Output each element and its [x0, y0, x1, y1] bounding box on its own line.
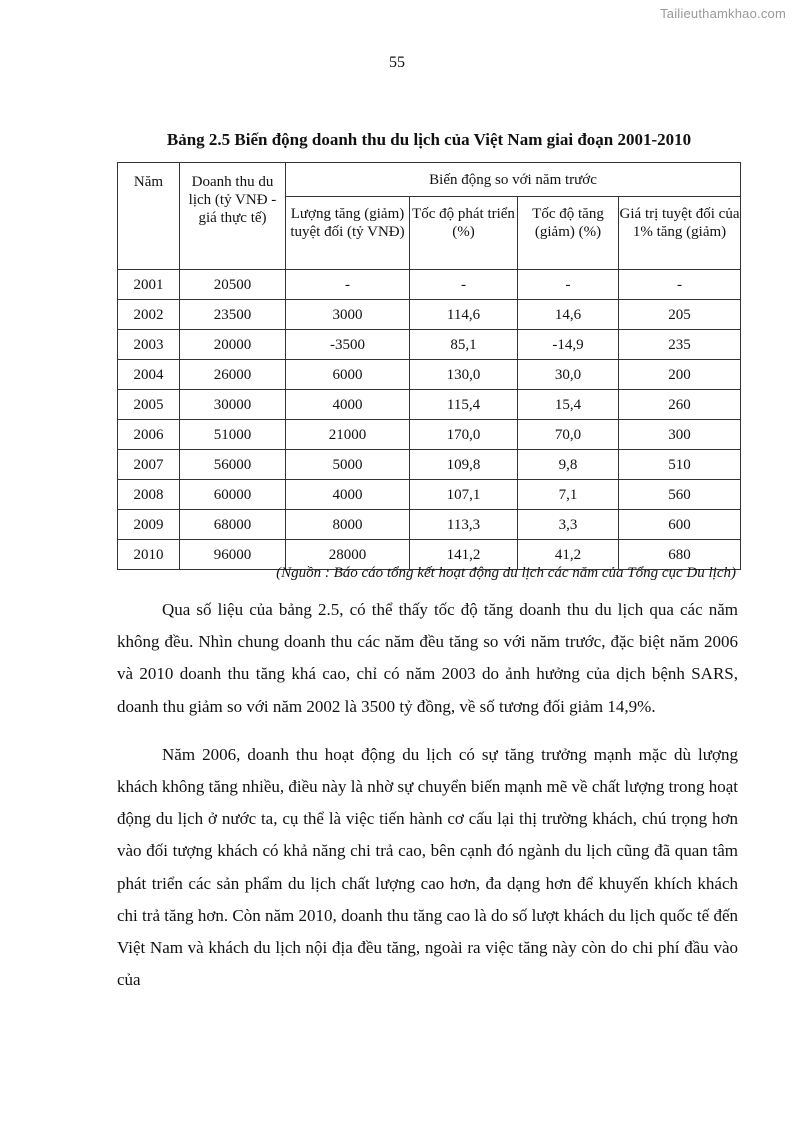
source-note: (Nguồn : Báo cáo tổng kết hoạt động du lịch các năm của Tổng cục Du lịch)	[276, 565, 736, 581]
cell-one-percent-value: 300	[619, 420, 741, 450]
cell-absolute-change: 6000	[286, 360, 410, 390]
header-growth-rate: Tốc độ tăng (giảm) (%)	[518, 197, 619, 270]
revenue-table	[117, 162, 741, 570]
cell-revenue: 68000	[180, 510, 286, 540]
cell-year: 2001	[118, 270, 180, 300]
cell-growth-rate: 3,3	[518, 510, 619, 540]
cell-development-rate: 114,6	[410, 300, 518, 330]
cell-year: 2009	[118, 510, 180, 540]
cell-growth-rate: 15,4	[518, 390, 619, 420]
cell-revenue: 51000	[180, 420, 286, 450]
cell-absolute-change: 28000	[286, 540, 410, 570]
cell-one-percent-value: 260	[619, 390, 741, 420]
table-header-row	[118, 163, 741, 197]
cell-development-rate: 170,0	[410, 420, 518, 450]
header-one-percent-value: Giá trị tuyệt đối của 1% tăng (giảm)	[619, 197, 741, 270]
header-revenue: Doanh thu du lịch (tỷ VNĐ - giá thực tế)	[180, 163, 286, 270]
page-number: 55	[389, 54, 405, 71]
cell-year: 2006	[118, 420, 180, 450]
cell-absolute-change: 5000	[286, 450, 410, 480]
watermark: Tailieuthamkhao.com	[660, 6, 786, 21]
cell-growth-rate: -	[518, 270, 619, 300]
cell-one-percent-value: 560	[619, 480, 741, 510]
cell-one-percent-value: 600	[619, 510, 741, 540]
cell-development-rate: 141,2	[410, 540, 518, 570]
cell-absolute-change: 3000	[286, 300, 410, 330]
cell-one-percent-value: 235	[619, 330, 741, 360]
cell-growth-rate: 70,0	[518, 420, 619, 450]
cell-year: 2008	[118, 480, 180, 510]
cell-year: 2010	[118, 540, 180, 570]
cell-absolute-change: -	[286, 270, 410, 300]
header-absolute-change: Lượng tăng (giảm) tuyệt đối (tỷ VNĐ)	[286, 197, 410, 270]
cell-development-rate: 113,3	[410, 510, 518, 540]
cell-absolute-change: -3500	[286, 330, 410, 360]
cell-absolute-change: 8000	[286, 510, 410, 540]
cell-revenue: 26000	[180, 360, 286, 390]
cell-one-percent-value: 680	[619, 540, 741, 570]
cell-growth-rate: 14,6	[518, 300, 619, 330]
header-year: Năm	[118, 163, 180, 270]
cell-absolute-change: 4000	[286, 390, 410, 420]
cell-growth-rate: 9,8	[518, 450, 619, 480]
cell-one-percent-value: 200	[619, 360, 741, 390]
table-row	[118, 300, 741, 330]
cell-development-rate: 130,0	[410, 360, 518, 390]
cell-revenue: 20500	[180, 270, 286, 300]
cell-development-rate: 107,1	[410, 480, 518, 510]
cell-development-rate: 85,1	[410, 330, 518, 360]
cell-revenue: 60000	[180, 480, 286, 510]
cell-year: 2004	[118, 360, 180, 390]
cell-revenue: 20000	[180, 330, 286, 360]
cell-one-percent-value: 205	[619, 300, 741, 330]
cell-absolute-change: 4000	[286, 480, 410, 510]
table-row	[118, 480, 741, 510]
cell-year: 2005	[118, 390, 180, 420]
cell-absolute-change: 21000	[286, 420, 410, 450]
table-row	[118, 270, 741, 300]
table-row	[118, 510, 741, 540]
cell-year: 2007	[118, 450, 180, 480]
table-row	[118, 360, 741, 390]
table-row	[118, 420, 741, 450]
paragraph-2: Năm 2006, doanh thu hoạt động du lịch có sự tăng trưởng mạnh mặc dù lượng khách không tăng nhiều, điều này là nhờ sự chuyển biến mạnh mẽ về chất lượng trong hoạt động du lịch ở nước ta, cụ thể là việc tiến hành cơ cấu lại thị trường khách, chú trọng hơn vào đối tượng khách có khả năng chi trả cao, bên cạnh đó ngành du lịch cũng đã quan tâm phát triển các sản phẩm du lịch chất lượng cao hơn, đa dạng hơn để khuyến khích khách chi trả tăng hơn. Còn năm 2010, doanh thu tăng cao là do số lượt khách du lịch quốc tế đến Việt Nam và khách du lịch nội địa đều tăng, ngoài ra việc tăng này còn do chi phí đầu vào của	[117, 744, 738, 990]
cell-growth-rate: 7,1	[518, 480, 619, 510]
table-row	[118, 330, 741, 360]
header-development-rate: Tốc độ phát triển (%)	[410, 197, 518, 270]
cell-development-rate: 115,4	[410, 390, 518, 420]
cell-development-rate: -	[410, 270, 518, 300]
table-row	[118, 390, 741, 420]
cell-one-percent-value: -	[619, 270, 741, 300]
cell-year: 2002	[118, 300, 180, 330]
cell-revenue: 56000	[180, 450, 286, 480]
body-text	[117, 594, 738, 996]
cell-revenue: 96000	[180, 540, 286, 570]
cell-year: 2003	[118, 330, 180, 360]
paragraph-1: Qua số liệu của bảng 2.5, có thể thấy tốc độ tăng doanh thu du lịch qua các năm không đều. Nhìn chung doanh thu các năm đều tăng so với năm trước, đặc biệt năm 2006 và 2010 doanh thu tăng khá cao, chỉ có năm 2003 do ảnh hưởng của dịch bệnh SARS, doanh thu giảm so với năm 2002 là 3500 tỷ đồng, về số tương đối giảm 14,9%.	[117, 600, 738, 716]
cell-one-percent-value: 510	[619, 450, 741, 480]
cell-revenue: 30000	[180, 390, 286, 420]
cell-growth-rate: -14,9	[518, 330, 619, 360]
cell-revenue: 23500	[180, 300, 286, 330]
table-row	[118, 450, 741, 480]
table-title: Bảng 2.5 Biến động doanh thu du lịch của Việt Nam giai đoạn 2001-2010	[166, 130, 692, 149]
cell-growth-rate: 41,2	[518, 540, 619, 570]
cell-development-rate: 109,8	[410, 450, 518, 480]
header-change-group: Biến động so với năm trước	[286, 163, 741, 197]
cell-growth-rate: 30,0	[518, 360, 619, 390]
